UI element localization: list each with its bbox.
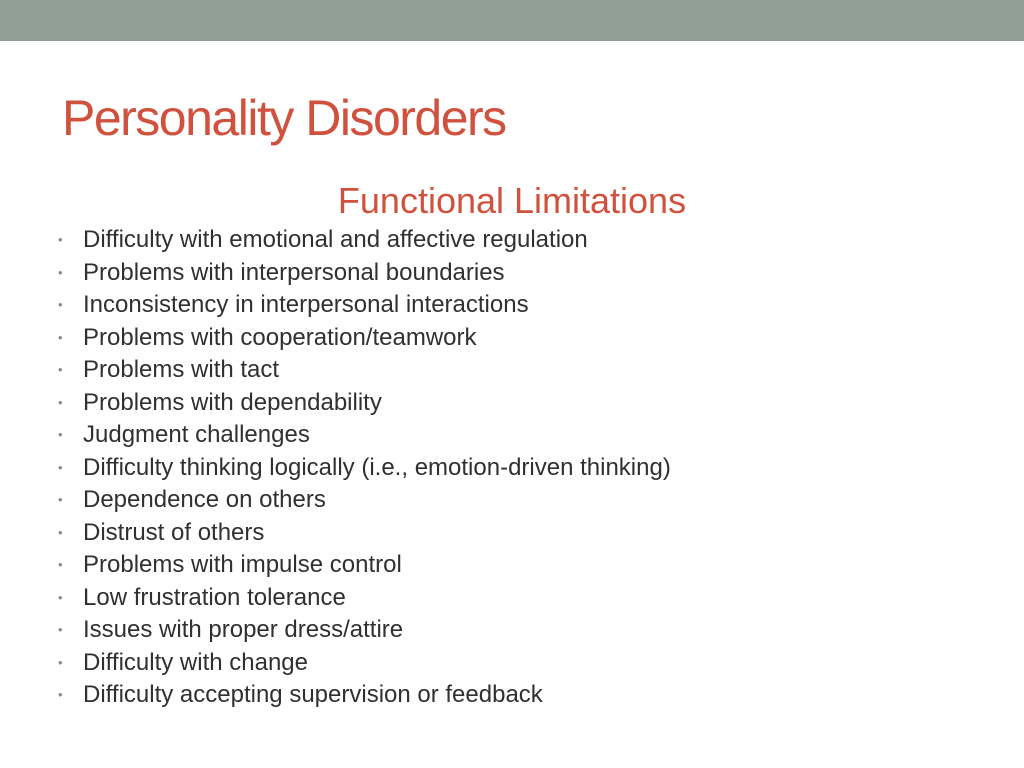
list-item — [58, 549, 671, 582]
list-item-text: Difficulty with change — [83, 648, 308, 676]
list-item-text: Difficulty thinking logically (i.e., emotion-driven thinking) — [83, 453, 671, 481]
bullet-icon: • — [58, 264, 63, 280]
list-item-text: Inconsistency in interpersonal interactions — [83, 291, 529, 318]
bullet-icon: • — [58, 459, 63, 475]
list-item — [58, 452, 671, 485]
list-item — [58, 484, 671, 517]
list-item — [58, 257, 671, 290]
list-item — [58, 387, 671, 420]
bullet-icon: • — [58, 329, 63, 345]
list-item — [58, 679, 671, 712]
list-item — [58, 289, 671, 322]
bullet-icon: • — [58, 524, 63, 540]
list-item — [58, 647, 671, 680]
list-item — [58, 224, 671, 257]
bullet-icon: • — [58, 492, 63, 507]
section-heading-text: Functional Limitations — [337, 180, 687, 221]
bullet-icon: • — [58, 394, 63, 410]
list-item-text: Problems with impulse control — [83, 551, 402, 578]
list-item-text: Issues with proper dress/attire — [83, 616, 404, 643]
list-item-text: Judgment challenges — [83, 421, 310, 448]
list-item-text: Problems with dependability — [83, 388, 382, 416]
list-item — [58, 419, 671, 452]
list-item — [58, 582, 671, 615]
list-item-text: Problems with interpersonal boundaries — [83, 258, 505, 286]
bullet-icon: • — [58, 654, 63, 670]
list-item-text: Dependence on others — [83, 486, 326, 513]
bullet-icon: • — [58, 622, 63, 637]
list-item-text: Distrust of others — [83, 518, 265, 546]
list-item-text: Problems with tact — [83, 356, 280, 383]
list-item-text: Problems with cooperation/teamwork — [83, 323, 477, 351]
top-band — [0, 0, 1024, 41]
bullet-icon: • — [58, 362, 63, 377]
list-item — [58, 354, 671, 387]
bullet-icon: • — [58, 297, 63, 312]
bullet-icon: • — [58, 557, 63, 572]
bullet-icon: • — [58, 589, 63, 605]
section-heading — [0, 179, 1024, 223]
bullet-icon: • — [58, 232, 63, 247]
list-item-text: Difficulty with emotional and affective regulation — [83, 226, 588, 253]
list-item-text: Low frustration tolerance — [83, 583, 346, 611]
bullet-icon: • — [58, 687, 63, 702]
list-item — [58, 322, 671, 355]
bullet-icon: • — [58, 427, 63, 442]
list-item — [58, 517, 671, 550]
list-item — [58, 614, 671, 647]
slide-title: Personality Disorders — [62, 90, 506, 146]
bullet-list — [58, 224, 671, 712]
list-item-text: Difficulty accepting supervision or feedback — [83, 681, 543, 708]
